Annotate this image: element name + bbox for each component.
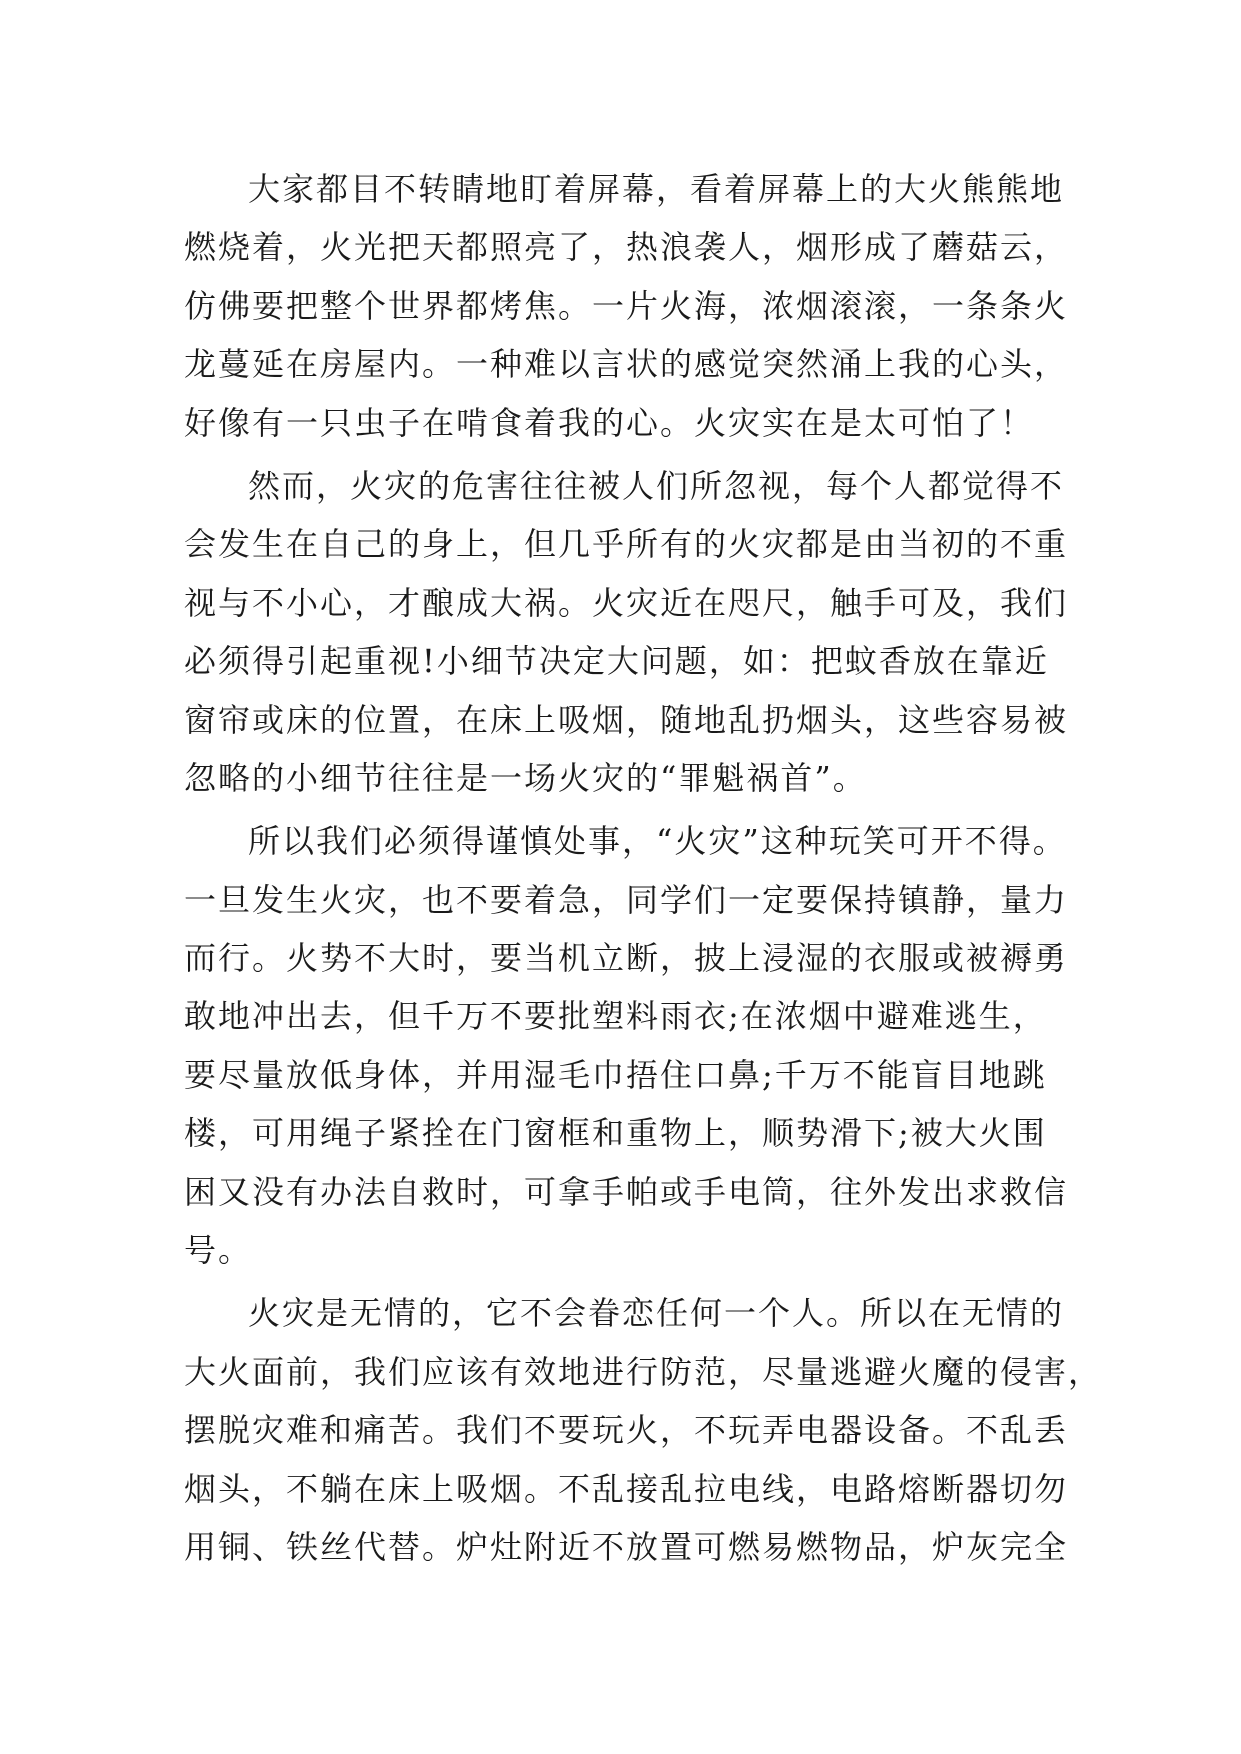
text-line: 所以我们必须得谨慎处事，“火灾”这种玩笑可开不得。 — [248, 822, 1067, 861]
text-line: 忽略的小细节往往是一场火灾的“罪魁祸首”。 — [184, 758, 867, 797]
text-line: 龙蔓延在房屋内。一种难以言状的感觉突然涌上我的心头， — [184, 345, 1069, 384]
text-line: 燃烧着，火光把天都照亮了，热浪袭人，烟形成了蘑菇云， — [184, 228, 1069, 267]
text-line: 而行。火势不大时，要当机立断，披上浸湿的衣服或被褥勇 — [184, 939, 1069, 978]
text-line: 大火面前，我们应该有效地进行防范，尽量逃避火魔的侵害， — [184, 1352, 1103, 1391]
text-line: 视与不小心，才酿成大祸。火灾近在咫尺，触手可及，我们 — [184, 583, 1069, 622]
text-line: 窗帘或床的位置，在床上吸烟，随地乱扔烟头，这些容易被 — [184, 700, 1069, 739]
text-line: 一旦发生火灾，也不要着急，同学们一定要保持镇静，量力 — [184, 880, 1069, 919]
text-line: 好像有一只虫子在啃食着我的心。火灾实在是太可怕了！ — [184, 403, 1035, 442]
text-line: 敢地冲出去，但千万不要批塑料雨衣;在浓烟中避难逃生， — [184, 997, 1047, 1036]
text-line: 要尽量放低身体，并用湿毛巾捂住口鼻;千万不能盲目地跳 — [184, 1055, 1047, 1094]
text-line: 然而，火灾的危害往往被人们所忽视，每个人都觉得不 — [248, 466, 1065, 505]
text-line: 号。 — [184, 1231, 253, 1270]
text-line: 用铜、铁丝代替。炉灶附近不放置可燃易燃物品，炉灰完全 — [184, 1527, 1069, 1566]
text-line: 楼，可用绳子紧拴在门窗框和重物上，顺势滑下;被大火围 — [184, 1114, 1047, 1153]
text-line: 必须得引起重视!小细节决定大问题，如：把蚊香放在靠近 — [184, 642, 1049, 681]
paragraph-4 — [184, 1284, 1103, 1576]
text-line: 火灾是无情的，它不会眷恋任何一个人。所以在无情的 — [248, 1294, 1065, 1333]
paragraph-1 — [184, 160, 1069, 452]
paragraph-2 — [184, 457, 1069, 807]
text-line: 会发生在自己的身上，但几乎所有的火灾都是由当初的不重 — [184, 525, 1069, 564]
text-line: 烟头，不躺在床上吸烟。不乱接乱拉电线，电路熔断器切勿 — [184, 1469, 1069, 1508]
paragraph-3 — [184, 812, 1069, 1279]
text-line: 大家都目不转睛地盯着屏幕，看着屏幕上的大火熊熊地 — [248, 170, 1065, 208]
text-line: 困又没有办法自救时，可拿手帕或手电筒，往外发出求救信 — [184, 1172, 1069, 1211]
text-line: 摆脱灾难和痛苦。我们不要玩火，不玩弄电器设备。不乱丢 — [184, 1411, 1069, 1450]
document-body — [184, 160, 1103, 1576]
text-line: 仿佛要把整个世界都烤焦。一片火海，浓烟滚滚，一条条火 — [184, 286, 1069, 325]
